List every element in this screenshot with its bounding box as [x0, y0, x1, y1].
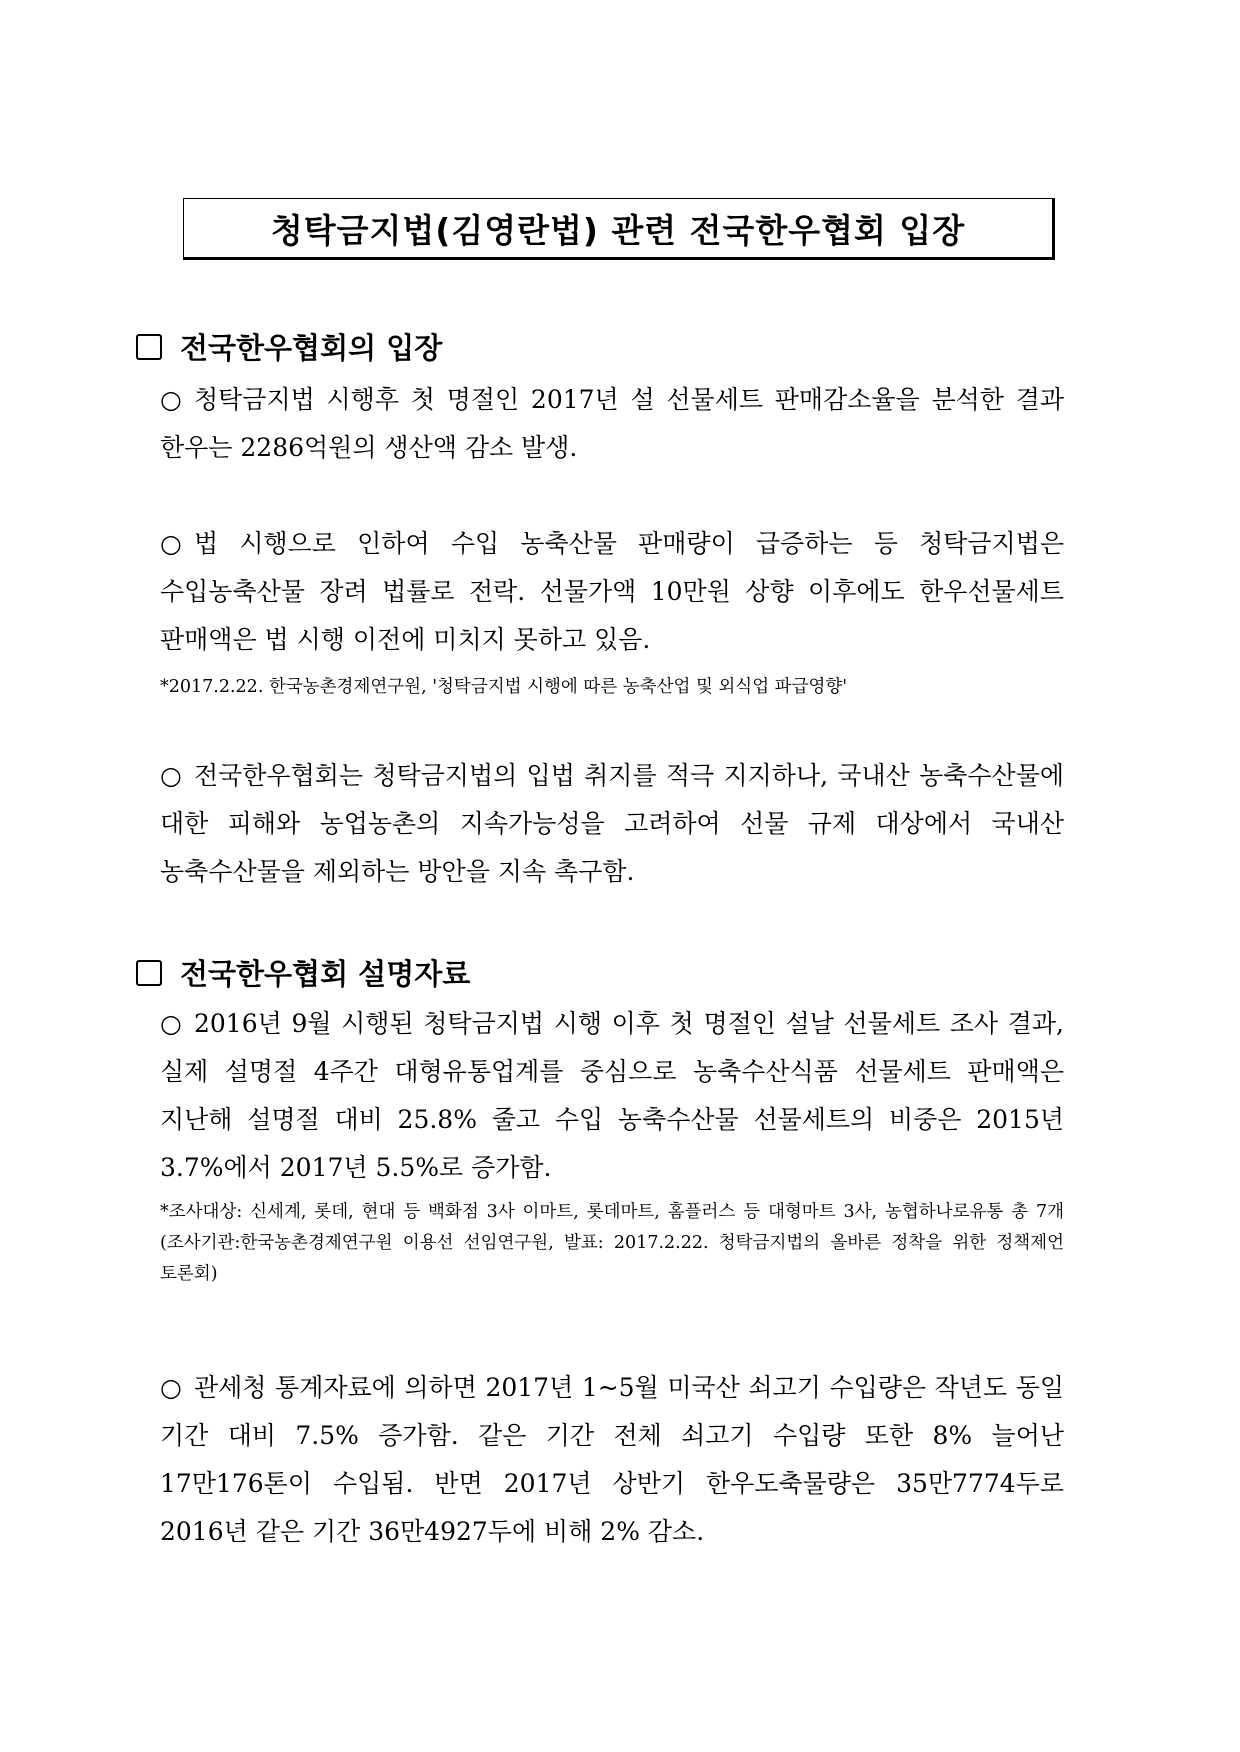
- circle-bullet-icon: ○: [160, 529, 182, 558]
- paragraph: [160, 376, 1064, 472]
- paragraph-text: 청탁금지법 시행후 첫 명절인 2017년 설 선물세트 판매감소율을 분석한 결과 한우는 2286억원의 생산액 감소 발생.: [160, 385, 1064, 462]
- paragraph: [160, 1000, 1064, 1192]
- section-heading-position: [136, 326, 442, 367]
- footnote: *2017.2.22. 한국농촌경제연구원, '청탁금지법 시행에 따른 농축산업 및 외식업 파급영향': [160, 677, 848, 697]
- circle-bullet-icon: ○: [160, 761, 182, 790]
- paragraph-text: 법 시행으로 인하여 수입 농축산물 판매량이 급증하는 등 청탁금지법은 수입농축산물 장려 법률로 전락. 선물가액 10만원 상향 이후에도 한우선물세트 판매액은 법 시행 이전에 미치지 못하고 있음.: [160, 529, 1064, 654]
- circle-bullet-icon: ○: [160, 385, 182, 414]
- checkbox-square-icon: [136, 960, 162, 986]
- document-title: 청탁금지법(김영란법) 관련 전국한우협회 입장: [270, 210, 966, 250]
- circle-bullet-icon: ○: [160, 1373, 182, 1402]
- section-heading-text: 전국한우협회 설명자료: [180, 957, 471, 991]
- paragraph: [160, 520, 1064, 664]
- paragraph-text: 관세청 통계자료에 의하면 2017년 1~5월 미국산 쇠고기 수입량은 작년도 동일 기간 대비 7.5% 증가함. 같은 기간 전체 쇠고기 수입량 또한 8% 늘어난 17만176톤이 수입됨. 반면 2017년 상반기 한우도축물량은 35만7774두로 2016년 같은 기간 36만4927두에 비해 2% 감소.: [160, 1373, 1064, 1546]
- paragraph: [160, 1364, 1064, 1556]
- paragraph: [160, 752, 1064, 896]
- paragraph-text: 전국한우협회는 청탁금지법의 입법 취지를 적극 지지하나, 국내산 농축수산물에 대한 피해와 농업농촌의 지속가능성을 고려하여 선물 규제 대상에서 국내산 농축수산물을 제외하는 방안을 지속 촉구함.: [160, 761, 1064, 886]
- circle-bullet-icon: ○: [160, 1009, 182, 1038]
- section-heading-text: 전국한우협회의 입장: [180, 331, 443, 365]
- title-box: [183, 198, 1055, 260]
- paragraph-text: 2016년 9월 시행된 청탁금지법 시행 이후 첫 명절인 설날 선물세트 조사 결과, 실제 설명절 4주간 대형유통업계를 중심으로 농축수산식품 선물세트 판매액은 지난해 설명절 대비 25.8% 줄고 수입 농축수산물 선물세트의 비중은 2015년 3.7%에서 2017년 5.5%로 증가함.: [160, 1009, 1064, 1182]
- checkbox-square-icon: [136, 334, 162, 360]
- section-heading-explanation: [136, 952, 470, 993]
- footnote: *조사대상: 신세계, 롯데, 현대 등 백화점 3사 이마트, 롯데마트, 홈플러스 등 대형마트 3사, 농협하나로유통 총 7개(조사기관:한국농촌경제연구원 이용선 선임연구원, 발표: 2017.2.22. 청탁금지법의 올바른 정착을 위한 정책제언 토론회): [160, 1202, 1064, 1284]
